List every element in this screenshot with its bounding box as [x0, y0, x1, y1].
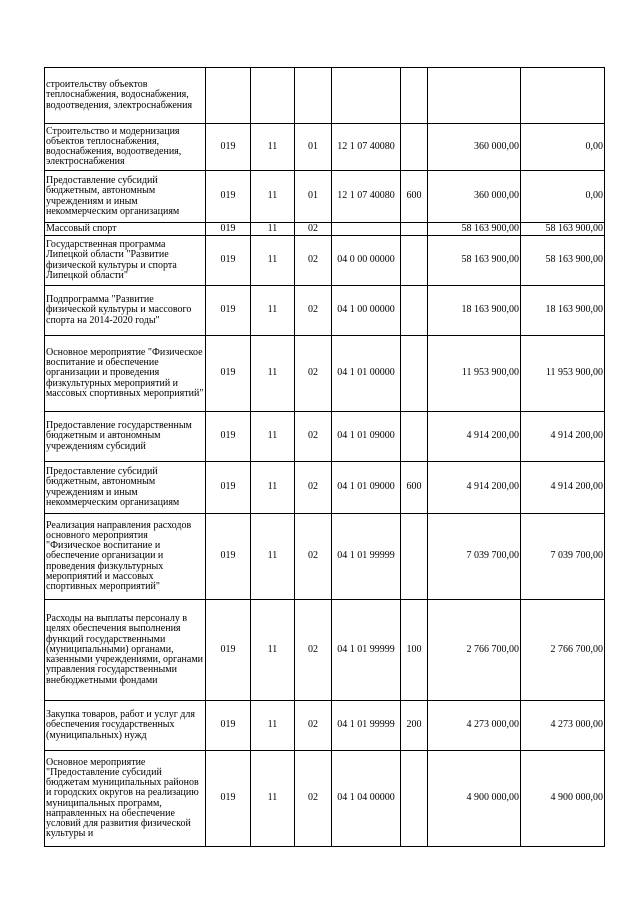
table-row [45, 124, 605, 171]
row-subsection-code: 02 [295, 223, 332, 236]
row-ministry-code [206, 68, 251, 124]
row-name: Закупка товаров, работ и услуг для обеспечения государственных (муниципальных) нужд [45, 701, 206, 751]
row-amount-year-1: 4 900 000,00 [428, 751, 521, 847]
row-target-article: 04 1 01 09000 [332, 412, 401, 462]
row-subsection-code: 02 [295, 701, 332, 751]
row-ministry-code: 019 [206, 124, 251, 171]
row-ministry-code: 019 [206, 751, 251, 847]
table-row [45, 223, 605, 236]
row-ministry-code: 019 [206, 286, 251, 336]
row-expense-type [401, 236, 428, 286]
row-name: Основное мероприятие "Предоставление субсидий бюджетам муниципальных районов и городских округов на реализацию муниципальных программ, направленных на обеспечение условий для развития физической культуры и [45, 751, 206, 847]
row-amount-year-2: 18 163 900,00 [521, 286, 605, 336]
row-ministry-code: 019 [206, 514, 251, 600]
row-amount-year-1: 7 039 700,00 [428, 514, 521, 600]
row-name: Реализация направления расходов основного мероприятия "Физическое воспитание и обеспечение организации и проведения физкультурных мероприятий и массовых спортивных мероприятий" [45, 514, 206, 600]
row-target-article: 04 1 01 99999 [332, 701, 401, 751]
table-row [45, 514, 605, 600]
table-row [45, 336, 605, 412]
table-row [45, 236, 605, 286]
row-expense-type [401, 514, 428, 600]
row-amount-year-1: 360 000,00 [428, 171, 521, 223]
row-amount-year-1 [428, 68, 521, 124]
row-subsection-code: 01 [295, 124, 332, 171]
row-target-article: 04 1 01 99999 [332, 600, 401, 701]
row-ministry-code: 019 [206, 600, 251, 701]
row-amount-year-2: 58 163 900,00 [521, 223, 605, 236]
row-subsection-code: 02 [295, 236, 332, 286]
row-expense-type: 200 [401, 701, 428, 751]
row-expense-type [401, 412, 428, 462]
row-ministry-code: 019 [206, 701, 251, 751]
row-expense-type [401, 336, 428, 412]
row-expense-type [401, 751, 428, 847]
row-expense-type: 100 [401, 600, 428, 701]
row-name: Предоставление субсидий бюджетным, автономным учреждениям и иным некоммерческим организациям [45, 171, 206, 223]
row-expense-type [401, 223, 428, 236]
row-name: Строительство и модернизация объектов теплоснабжения, водоснабжения, водоотведения, электроснабжения [45, 124, 206, 171]
row-section-code: 11 [251, 514, 295, 600]
row-name: Массовый спорт [45, 223, 206, 236]
row-subsection-code: 02 [295, 751, 332, 847]
table-row [45, 600, 605, 701]
row-subsection-code: 02 [295, 514, 332, 600]
row-ministry-code: 019 [206, 236, 251, 286]
row-amount-year-2: 11 953 900,00 [521, 336, 605, 412]
table-row [45, 412, 605, 462]
row-name: Основное мероприятие "Физическое воспитание и обеспечение организации и проведения физкультурных мероприятий и массовых спортивных мероприятий" [45, 336, 206, 412]
row-amount-year-1: 2 766 700,00 [428, 600, 521, 701]
row-section-code: 11 [251, 600, 295, 701]
row-target-article: 04 1 01 09000 [332, 462, 401, 514]
row-amount-year-2: 4 914 200,00 [521, 412, 605, 462]
row-subsection-code: 02 [295, 286, 332, 336]
row-amount-year-2: 4 900 000,00 [521, 751, 605, 847]
budget-table [44, 67, 605, 847]
row-amount-year-1: 18 163 900,00 [428, 286, 521, 336]
row-section-code: 11 [251, 751, 295, 847]
row-amount-year-1: 11 953 900,00 [428, 336, 521, 412]
row-target-article: 12 1 07 40080 [332, 171, 401, 223]
row-section-code: 11 [251, 701, 295, 751]
row-amount-year-1: 4 273 000,00 [428, 701, 521, 751]
row-section-code: 11 [251, 412, 295, 462]
row-amount-year-1: 360 000,00 [428, 124, 521, 171]
row-section-code [251, 68, 295, 124]
row-subsection-code: 02 [295, 412, 332, 462]
table-row [45, 171, 605, 223]
row-section-code: 11 [251, 336, 295, 412]
row-expense-type [401, 68, 428, 124]
row-target-article [332, 68, 401, 124]
row-amount-year-2: 4 914 200,00 [521, 462, 605, 514]
row-section-code: 11 [251, 236, 295, 286]
row-target-article: 04 1 00 00000 [332, 286, 401, 336]
row-ministry-code: 019 [206, 412, 251, 462]
table-row [45, 462, 605, 514]
row-amount-year-2: 4 273 000,00 [521, 701, 605, 751]
row-amount-year-1: 58 163 900,00 [428, 223, 521, 236]
row-target-article: 04 1 01 99999 [332, 514, 401, 600]
row-expense-type [401, 286, 428, 336]
row-section-code: 11 [251, 171, 295, 223]
row-subsection-code: 01 [295, 171, 332, 223]
row-ministry-code: 019 [206, 462, 251, 514]
row-name: строительству объектов теплоснабжения, водоснабжения, водоотведения, электроснабжения [45, 68, 206, 124]
row-target-article: 04 1 01 00000 [332, 336, 401, 412]
table-row [45, 751, 605, 847]
row-name: Подпрограмма "Развитие физической культуры и массового спорта на 2014-2020 годы" [45, 286, 206, 336]
row-section-code: 11 [251, 223, 295, 236]
row-expense-type [401, 124, 428, 171]
row-name: Государственная программа Липецкой области "Развитие физической культуры и спорта Липецкой области" [45, 236, 206, 286]
row-ministry-code: 019 [206, 336, 251, 412]
row-subsection-code [295, 68, 332, 124]
row-section-code: 11 [251, 286, 295, 336]
row-amount-year-2: 7 039 700,00 [521, 514, 605, 600]
row-target-article: 12 1 07 40080 [332, 124, 401, 171]
row-amount-year-1: 4 914 200,00 [428, 412, 521, 462]
row-section-code: 11 [251, 124, 295, 171]
row-amount-year-2 [521, 68, 605, 124]
table-row [45, 286, 605, 336]
row-target-article: 04 1 04 00000 [332, 751, 401, 847]
row-amount-year-2: 2 766 700,00 [521, 600, 605, 701]
row-amount-year-2: 58 163 900,00 [521, 236, 605, 286]
row-subsection-code: 02 [295, 462, 332, 514]
row-subsection-code: 02 [295, 336, 332, 412]
row-amount-year-1: 58 163 900,00 [428, 236, 521, 286]
table-row [45, 701, 605, 751]
row-section-code: 11 [251, 462, 295, 514]
row-amount-year-2: 0,00 [521, 171, 605, 223]
row-name: Предоставление государственным бюджетным и автономным учреждениям субсидий [45, 412, 206, 462]
row-amount-year-2: 0,00 [521, 124, 605, 171]
row-name: Расходы на выплаты персоналу в целях обеспечения выполнения функций государственными (муниципальными) органами, казенными учреждениями, органами управления государственными внебюджетными фондами [45, 600, 206, 701]
row-target-article [332, 223, 401, 236]
row-amount-year-1: 4 914 200,00 [428, 462, 521, 514]
table-row [45, 68, 605, 124]
row-expense-type: 600 [401, 171, 428, 223]
row-target-article: 04 0 00 00000 [332, 236, 401, 286]
row-subsection-code: 02 [295, 600, 332, 701]
row-ministry-code: 019 [206, 171, 251, 223]
row-expense-type: 600 [401, 462, 428, 514]
row-ministry-code: 019 [206, 223, 251, 236]
row-name: Предоставление субсидий бюджетным, автономным учреждениям и иным некоммерческим организациям [45, 462, 206, 514]
